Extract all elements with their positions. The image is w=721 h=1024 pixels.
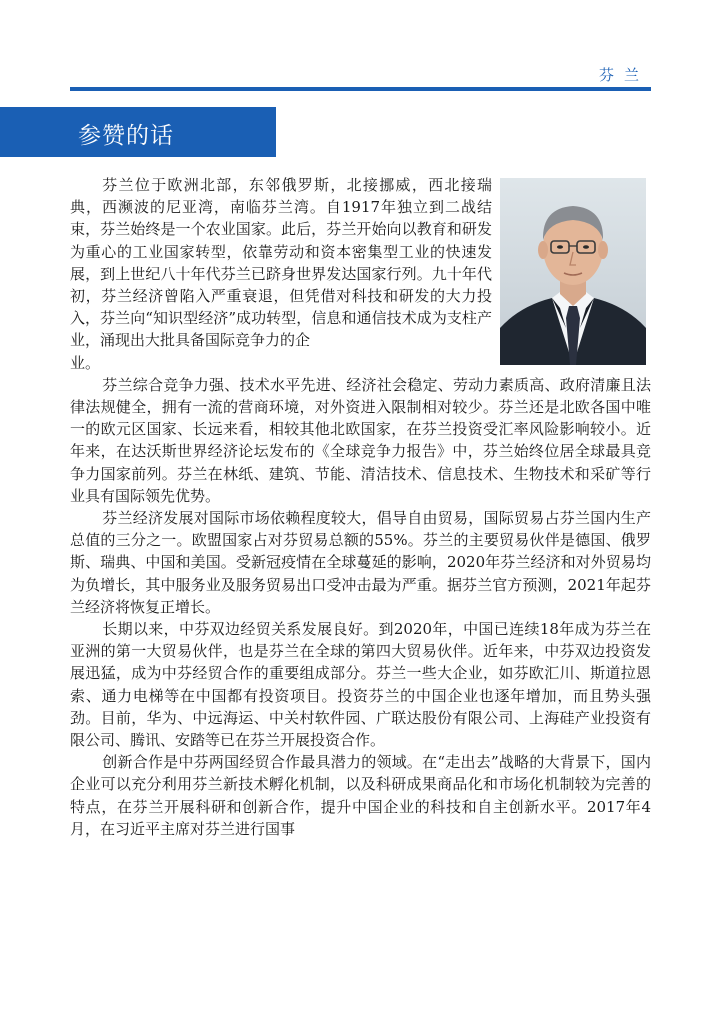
paragraph-1-continued: 业。	[70, 353, 101, 372]
body-text	[70, 174, 651, 840]
paragraph-1: 芬兰位于欧洲北部，东邻俄罗斯，北接挪威，西北接瑞典，西濒波的尼亚湾，南临芬兰湾。自1917年独立到二战结束，芬兰始终是一个农业国家。此后，芬兰开始向以教育和研发为重心的工业国家转型，依靠劳动和资本密集型工业的快速发展，到上世纪八十年代芬兰已跻身世界发达国家行列。九十年代初，芬兰经济曾陷入严重衰退，但凭借对科技和研发的大力投入，芬兰向“知识型经济”成功转型，信息和通信技术成为支柱产业，涌现出大批具备国际竞争力的企	[70, 176, 492, 350]
paragraph-3: 芬兰经济发展对国际市场依赖程度较大，倡导自由贸易，国际贸易占芬兰国内生产总值的三分之一。欧盟国家占对芬贸易总额的55%。芬兰的主要贸易伙伴是德国、俄罗斯、瑞典、中国和美国。受新冠疫情在全球蔓延的影响，2020年芬兰经济和对外贸易均为负增长，其中服务业及服务贸易出口受冲击最为严重。据芬兰官方预测，2021年起芬兰经济将恢复正增长。	[70, 509, 651, 616]
paragraph-5: 创新合作是中芬两国经贸合作最具潜力的领域。在“走出去”战略的大背景下，国内企业可以充分利用芬兰新技术孵化机制，以及科研成果商品化和市场化机制较为完善的特点，在芬兰开展科研和创新合作，提升中国企业的科技和自主创新水平。2017年4月，在习近平主席对芬兰进行国事	[70, 753, 651, 838]
paragraph-4: 长期以来，中芬双边经贸关系发展良好。到2020年，中国已连续18年成为芬兰在亚洲的第一大贸易伙伴，也是芬兰在全球的第四大贸易伙伴。近年来，中芬双边投资发展迅猛，成为中芬经贸合作的重要组成部分。芬兰一些大企业，如芬欧汇川、斯道拉恩索、通力电梯等在中国都有投资项目。投资芬兰的中国企业也逐年增加，而且势头强劲。目前，华为、中远海运、中关村软件园、广联达股份有限公司、上海硅产业投资有限公司、腾讯、安踏等已在芬兰开展投资合作。	[70, 620, 651, 750]
paragraph-2: 芬兰综合竞争力强、技术水平先进、经济社会稳定、劳动力素质高、政府清廉且法律法规健全，拥有一流的营商环境，对外资进入限制相对较少。芬兰还是北欧各国中唯一的欧元区国家、长远来看，相较其他北欧国家，在芬兰投资受汇率风险影响较小。近年来，在达沃斯世界经济论坛发布的《全球竞争力报告》中，芬兰始终位居全球最具竞争力国家前列。芬兰在林纸、建筑、节能、清洁技术、信息技术、生物技术和采矿等行业具有国际领先优势。	[70, 375, 651, 505]
running-header-country: 芬兰	[598, 66, 649, 84]
section-title: 参赞的话	[78, 123, 174, 149]
section-banner	[0, 107, 276, 157]
header-rule	[70, 87, 651, 91]
